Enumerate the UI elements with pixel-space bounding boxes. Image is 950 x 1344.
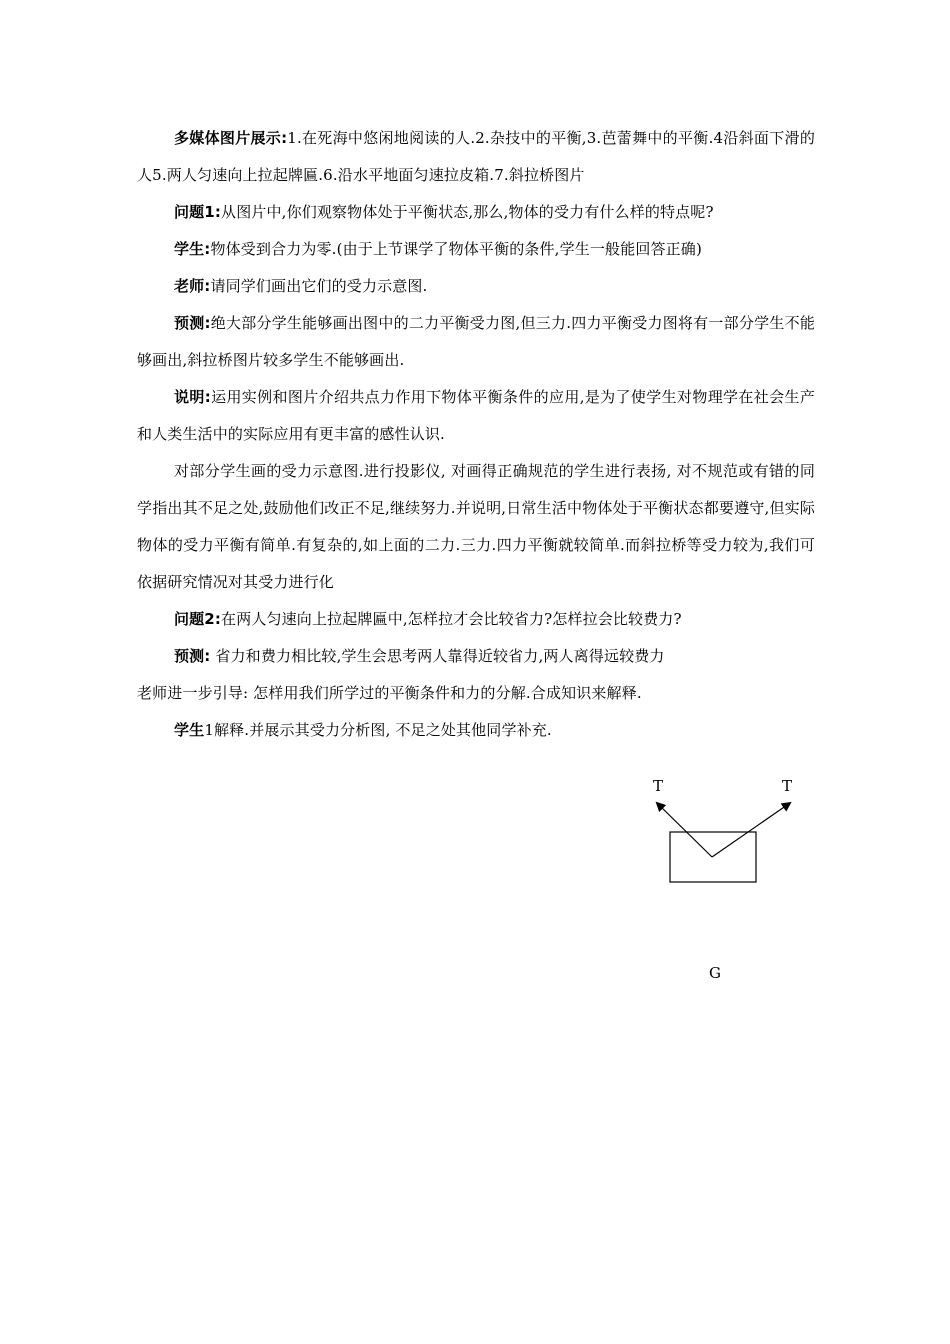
- paragraph-question-1: [137, 194, 815, 231]
- label-student: 学生:: [174, 240, 211, 258]
- tension-arrow-left: [657, 803, 712, 857]
- paragraph-teacher-guide: [137, 675, 815, 712]
- paragraph-prediction-2: [137, 638, 815, 675]
- tension-label-right: T: [782, 777, 793, 795]
- text-question-2: 在两人匀速向上拉起牌匾中,怎样拉才会比较省力?怎样拉会比较费力?: [221, 610, 682, 628]
- force-diagram: [640, 770, 820, 990]
- label-multimedia: 多媒体图片展示:: [174, 129, 288, 147]
- text-explanation: 运用实例和图片介绍共点力作用下物体平衡条件的应用,是为了使学生对物理学在社会生产和人类生活中的实际应用有更丰富的感性认识.: [137, 388, 815, 443]
- paragraph-question-2: [137, 601, 815, 638]
- force-diagram-svg: [640, 770, 820, 990]
- tension-arrow-right: [712, 803, 790, 857]
- paragraph-student-1: [137, 712, 815, 749]
- paragraph-teacher: [137, 268, 815, 305]
- paragraph-multimedia: [137, 120, 815, 194]
- label-question-2: 问题2:: [174, 610, 222, 628]
- label-student-1: 学生: [174, 721, 205, 739]
- document-body: [137, 120, 815, 749]
- label-teacher: 老师:: [174, 277, 211, 295]
- gravity-label: G: [709, 964, 721, 982]
- paragraph-prediction-1: [137, 305, 815, 379]
- label-prediction-1: 预测:: [174, 314, 211, 332]
- text-projection: 对部分学生画的受力示意图.进行投影仪, 对画得正确规范的学生进行表扬, 对不规范或有错的同学指出其不足之处,鼓励他们改正不足,继续努力.并说明,日常生活中物体处于平衡状态都要遵守,但实际物体的受力平衡有简单.有复杂的,如上面的二力.三力.四力平衡就较简单.而斜拉桥等受力较为,我们可依据研究情况对其受力进行化: [137, 462, 815, 591]
- text-multimedia: 1.在死海中悠闲地阅读的人.2.杂技中的平衡,3.芭蕾舞中的平衡.4沿斜面下滑的人5.两人匀速向上拉起牌匾.6.沿水平地面匀速拉皮箱.7.斜拉桥图片: [137, 129, 815, 184]
- text-prediction-1: 绝大部分学生能够画出图中的二力平衡受力图,但三力.四力平衡受力图将有一部分学生不能够画出,斜拉桥图片较多学生不能够画出.: [137, 314, 815, 369]
- label-explanation: 说明:: [174, 388, 211, 406]
- paragraph-explanation: [137, 379, 815, 453]
- text-teacher: 请同学们画出它们的受力示意图.: [210, 277, 428, 295]
- text-teacher-guide: 老师进一步引导: 怎样用我们所学过的平衡条件和力的分解.合成知识来解释.: [137, 684, 642, 702]
- text-student-1: 1解释.并展示其受力分析图, 不足之处其他同学补充.: [204, 721, 552, 739]
- label-question-1: 问题1:: [174, 203, 222, 221]
- text-prediction-2: 省力和费力相比较,学生会思考两人靠得近较省力,两人离得远较费力: [210, 647, 665, 665]
- paragraph-projection: [137, 453, 815, 601]
- tension-label-left: T: [653, 777, 664, 795]
- paragraph-student: [137, 231, 815, 268]
- label-prediction-2: 预测:: [174, 647, 211, 665]
- text-question-1: 从图片中,你们观察物体处于平衡状态,那么,物体的受力有什么样的特点呢?: [221, 203, 714, 221]
- text-student: 物体受到合力为零.(由于上节课学了物体平衡的条件,学生一般能回答正确): [210, 240, 702, 258]
